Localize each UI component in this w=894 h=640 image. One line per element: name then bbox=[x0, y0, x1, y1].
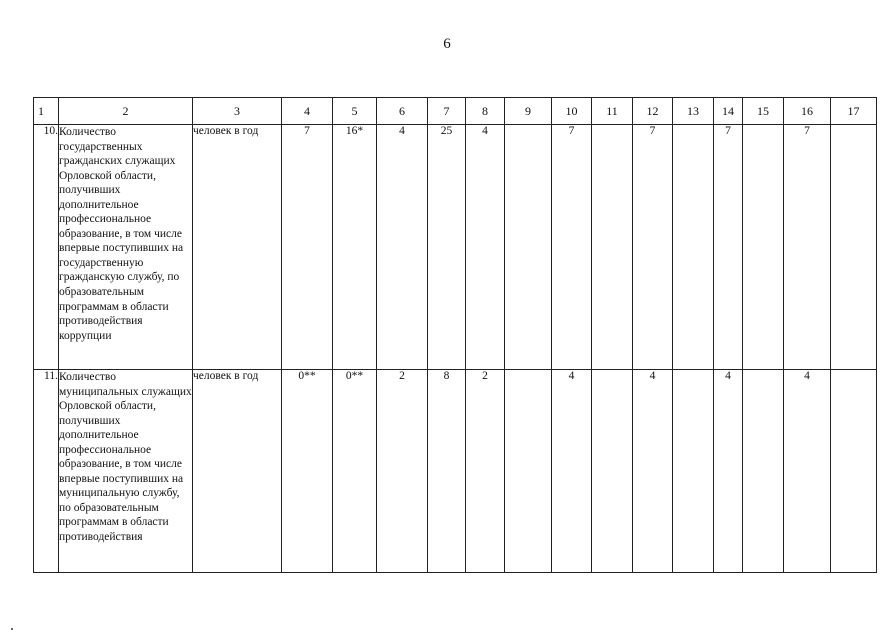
value-cell: 4 bbox=[552, 370, 592, 573]
value-cell bbox=[743, 125, 784, 370]
header-cell: 16 bbox=[784, 98, 831, 125]
value-cell: 4 bbox=[377, 125, 428, 370]
header-cell: 15 bbox=[743, 98, 784, 125]
header-cell: 3 bbox=[193, 98, 282, 125]
value-cell: 4 bbox=[714, 370, 743, 573]
value-cell: 0** bbox=[282, 370, 333, 573]
value-cell bbox=[673, 370, 714, 573]
value-cell: 7 bbox=[633, 125, 673, 370]
value-cell: 7 bbox=[714, 125, 743, 370]
value-cell: 4 bbox=[784, 370, 831, 573]
header-cell: 2 bbox=[59, 98, 193, 125]
table-row bbox=[34, 370, 877, 573]
value-cell bbox=[505, 125, 552, 370]
value-cell bbox=[505, 370, 552, 573]
indicators-table bbox=[33, 97, 877, 573]
header-cell: 11 bbox=[592, 98, 633, 125]
unit-cell: человек в год bbox=[193, 125, 282, 370]
header-cell: 12 bbox=[633, 98, 673, 125]
header-cell: 13 bbox=[673, 98, 714, 125]
value-cell: 8 bbox=[428, 370, 466, 573]
header-cell: 4 bbox=[282, 98, 333, 125]
scan-speck bbox=[11, 628, 13, 630]
value-cell bbox=[592, 370, 633, 573]
header-cell: 7 bbox=[428, 98, 466, 125]
header-cell: 8 bbox=[466, 98, 505, 125]
value-cell bbox=[831, 370, 877, 573]
value-cell: 7 bbox=[784, 125, 831, 370]
value-cell: 4 bbox=[466, 125, 505, 370]
row-number: 10. bbox=[34, 125, 59, 370]
value-cell bbox=[673, 125, 714, 370]
indicator-description: Количество государственных гражданских служащих Орловской области, получивших дополнительное профессиональное образование, в том числе впервые поступивших на государственную гражданскую службу, по образовательным программам в области противодействия коррупции bbox=[59, 125, 193, 370]
header-cell: 1 bbox=[34, 98, 59, 125]
value-cell: 2 bbox=[466, 370, 505, 573]
header-cell: 5 bbox=[333, 98, 377, 125]
value-cell: 0** bbox=[333, 370, 377, 573]
header-cell: 10 bbox=[552, 98, 592, 125]
header-cell: 9 bbox=[505, 98, 552, 125]
value-cell: 7 bbox=[552, 125, 592, 370]
value-cell: 4 bbox=[633, 370, 673, 573]
table-row bbox=[34, 125, 877, 370]
value-cell bbox=[592, 125, 633, 370]
value-cell bbox=[831, 125, 877, 370]
value-cell: 7 bbox=[282, 125, 333, 370]
unit-cell: человек в год bbox=[193, 370, 282, 573]
header-cell: 6 bbox=[377, 98, 428, 125]
value-cell: 2 bbox=[377, 370, 428, 573]
indicator-description: Количество муниципальных служащих Орловской области, получивших дополнительное профессиональное образование, в том числе впервые поступивших на муниципальную службу, по образовательным программам в области противодействия bbox=[59, 370, 193, 573]
header-cell: 14 bbox=[714, 98, 743, 125]
page-number: 6 bbox=[443, 36, 451, 52]
header-row bbox=[34, 98, 877, 125]
value-cell bbox=[743, 370, 784, 573]
row-number: 11. bbox=[34, 370, 59, 573]
value-cell: 25 bbox=[428, 125, 466, 370]
header-cell: 17 bbox=[831, 98, 877, 125]
value-cell: 16* bbox=[333, 125, 377, 370]
